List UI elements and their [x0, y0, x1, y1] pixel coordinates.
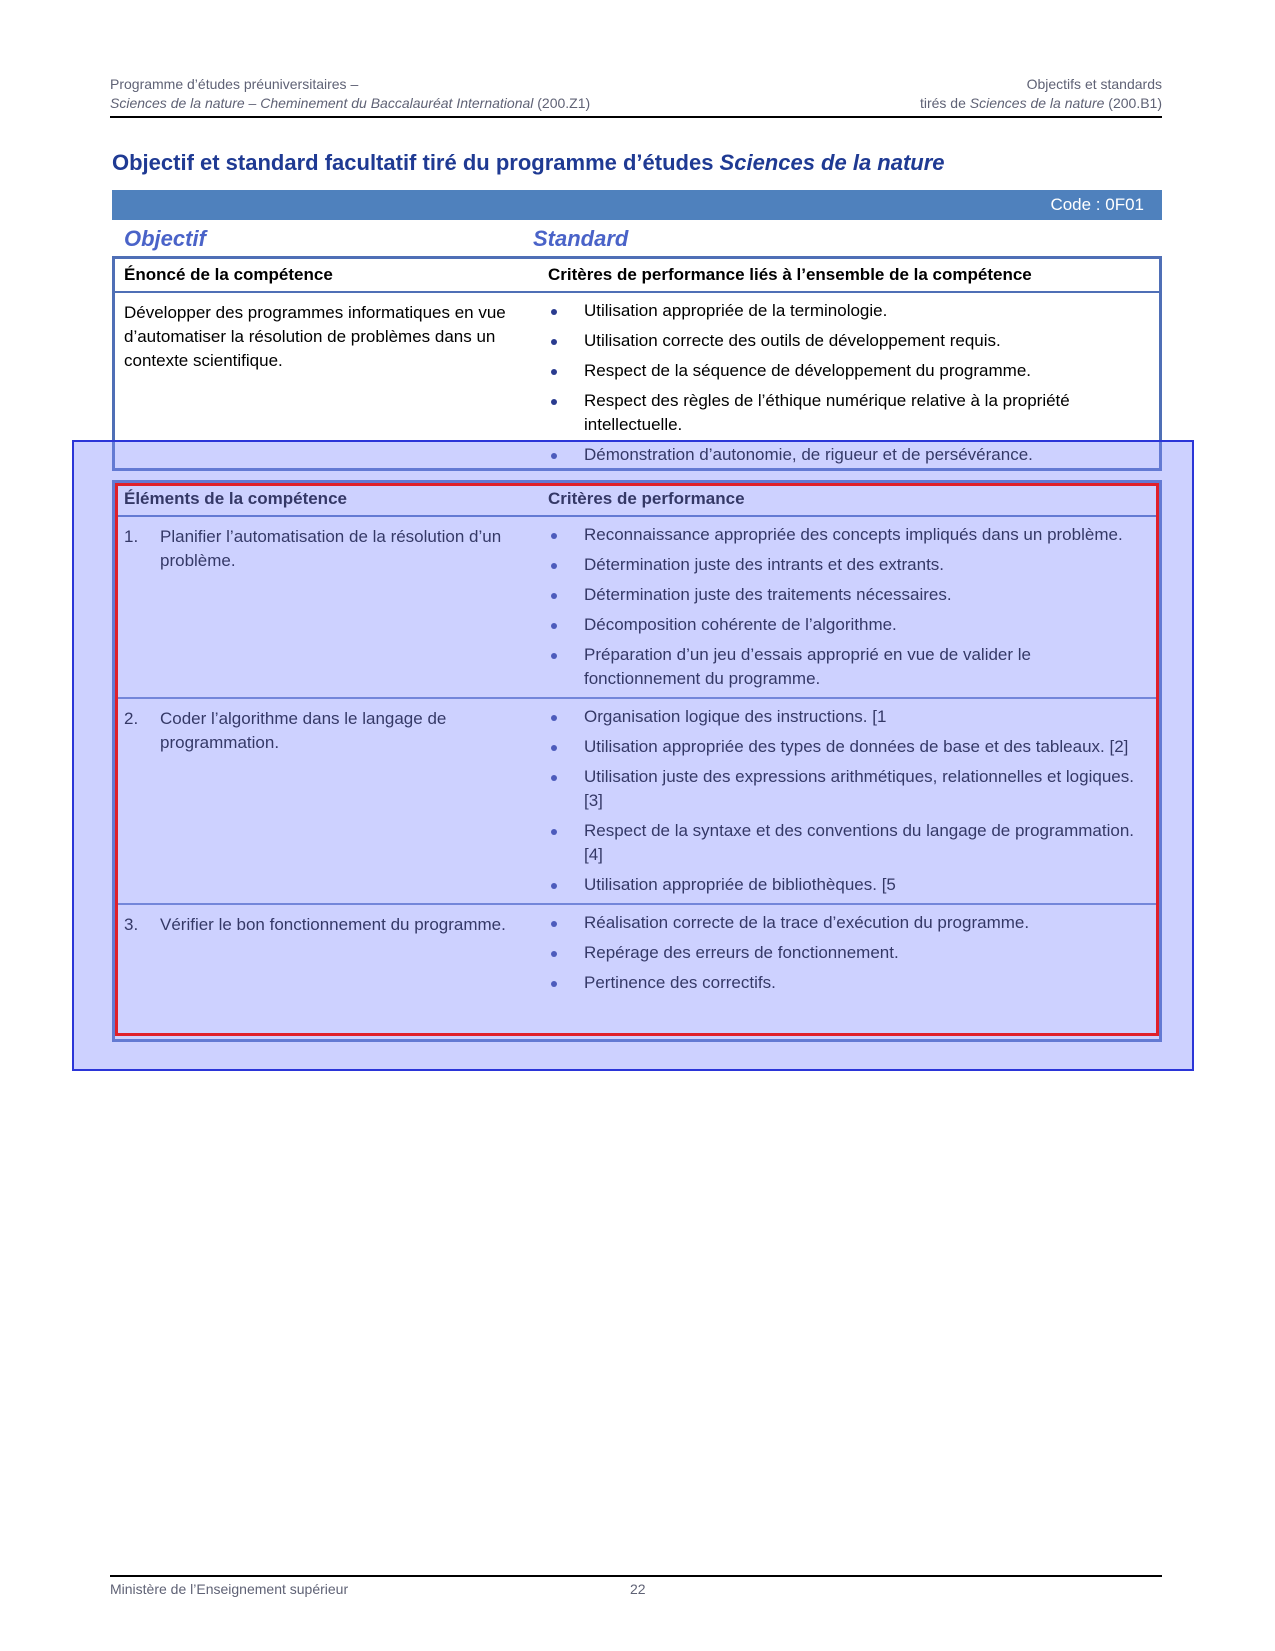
competence-table-header	[115, 259, 1159, 293]
criterion-item: Démonstration d’autonomie, de rigueur et de persévérance.	[548, 443, 1148, 467]
element-number: 1.	[124, 527, 139, 546]
performance-criteria-heading: Critères de performance	[548, 489, 745, 508]
element-criteria-list	[548, 699, 1148, 897]
criterion-item: Respect de la séquence de développement du programme.	[548, 359, 1148, 383]
competency-code: Code : 0F01	[1050, 195, 1144, 214]
element-row	[115, 697, 1159, 897]
global-criteria-list	[548, 293, 1148, 467]
element-criteria-list	[548, 517, 1148, 691]
competence-statement-heading: Énoncé de la compétence	[124, 265, 333, 284]
element-number: 3.	[124, 915, 139, 934]
code-bar	[112, 190, 1162, 220]
element-row	[115, 517, 1159, 691]
header-program-name: Sciences de la nature – Cheminement du Baccalauréat International (200.Z1)	[110, 95, 591, 111]
competence-row	[115, 293, 1159, 467]
header-program-line: Programme d’études préuniversitaires –	[110, 76, 359, 92]
criterion-item: Utilisation appropriée des types de données de base et des tableaux. [2]	[548, 735, 1148, 759]
criterion-item: Détermination juste des traitements nécessaires.	[548, 583, 1148, 607]
element-text: Planifier l’automatisation de la résolution d’un problème.	[160, 527, 502, 570]
element-number: 2.	[124, 709, 139, 728]
element-criteria-list	[548, 905, 1148, 995]
criterion-item: Réalisation correcte de la trace d’exécution du programme.	[548, 911, 1148, 935]
criterion-item: Repérage des erreurs de fonctionnement.	[548, 941, 1148, 965]
criterion-item: Préparation d’un jeu d’essais approprié en vue de valider le fonctionnement du programme.	[548, 643, 1148, 691]
elements-heading: Éléments de la compétence	[124, 489, 347, 508]
page-footer	[110, 1575, 1162, 1597]
criterion-item: Pertinence des correctifs.	[548, 971, 1148, 995]
global-criteria-heading: Critères de performance liés à l’ensemble de la compétence	[548, 265, 1032, 284]
header-source-program: tirés de Sciences de la nature (200.B1)	[919, 95, 1162, 111]
criterion-item: Organisation logique des instructions. [1	[548, 705, 1148, 729]
header-section-line: Objectifs et standards	[1026, 76, 1162, 92]
objectif-heading: Objectif	[124, 226, 206, 251]
footer-ministry: Ministère de l’Enseignement supérieur	[110, 1581, 349, 1597]
criterion-item: Utilisation appropriée de la terminologie.	[548, 299, 1148, 323]
criterion-item: Respect des règles de l’éthique numérique relative à la propriété intellectuelle.	[548, 389, 1148, 437]
competence-table	[112, 256, 1162, 471]
column-headings	[124, 226, 1144, 254]
criterion-item: Utilisation juste des expressions arithmétiques, relationnelles et logiques. [3]	[548, 765, 1148, 813]
criterion-item: Utilisation appropriée de bibliothèques. [5	[548, 873, 1148, 897]
criterion-item: Reconnaissance appropriée des concepts impliqués dans un problème.	[548, 523, 1148, 547]
criterion-item: Utilisation correcte des outils de développement requis.	[548, 329, 1148, 353]
elements-table-header	[115, 483, 1159, 517]
element-text: Vérifier le bon fonctionnement du programme.	[160, 915, 506, 934]
elements-table	[112, 480, 1162, 1042]
criterion-item: Décomposition cohérente de l’algorithme.	[548, 613, 1148, 637]
criterion-item: Respect de la syntaxe et des conventions du langage de programmation. [4]	[548, 819, 1148, 867]
page-header	[110, 75, 1162, 118]
page-title: Objectif et standard facultatif tiré du programme d’études Sciences de la nature	[112, 150, 945, 175]
competence-statement: Développer des programmes informatiques en vue d’automatiser la résolution de problèmes dans un contexte scientifique.	[124, 303, 506, 370]
element-text: Coder l’algorithme dans le langage de programmation.	[160, 709, 447, 752]
criterion-item: Détermination juste des intrants et des extrants.	[548, 553, 1148, 577]
standard-heading: Standard	[533, 226, 629, 251]
element-row	[115, 903, 1159, 995]
page-number: 22	[630, 1581, 646, 1597]
